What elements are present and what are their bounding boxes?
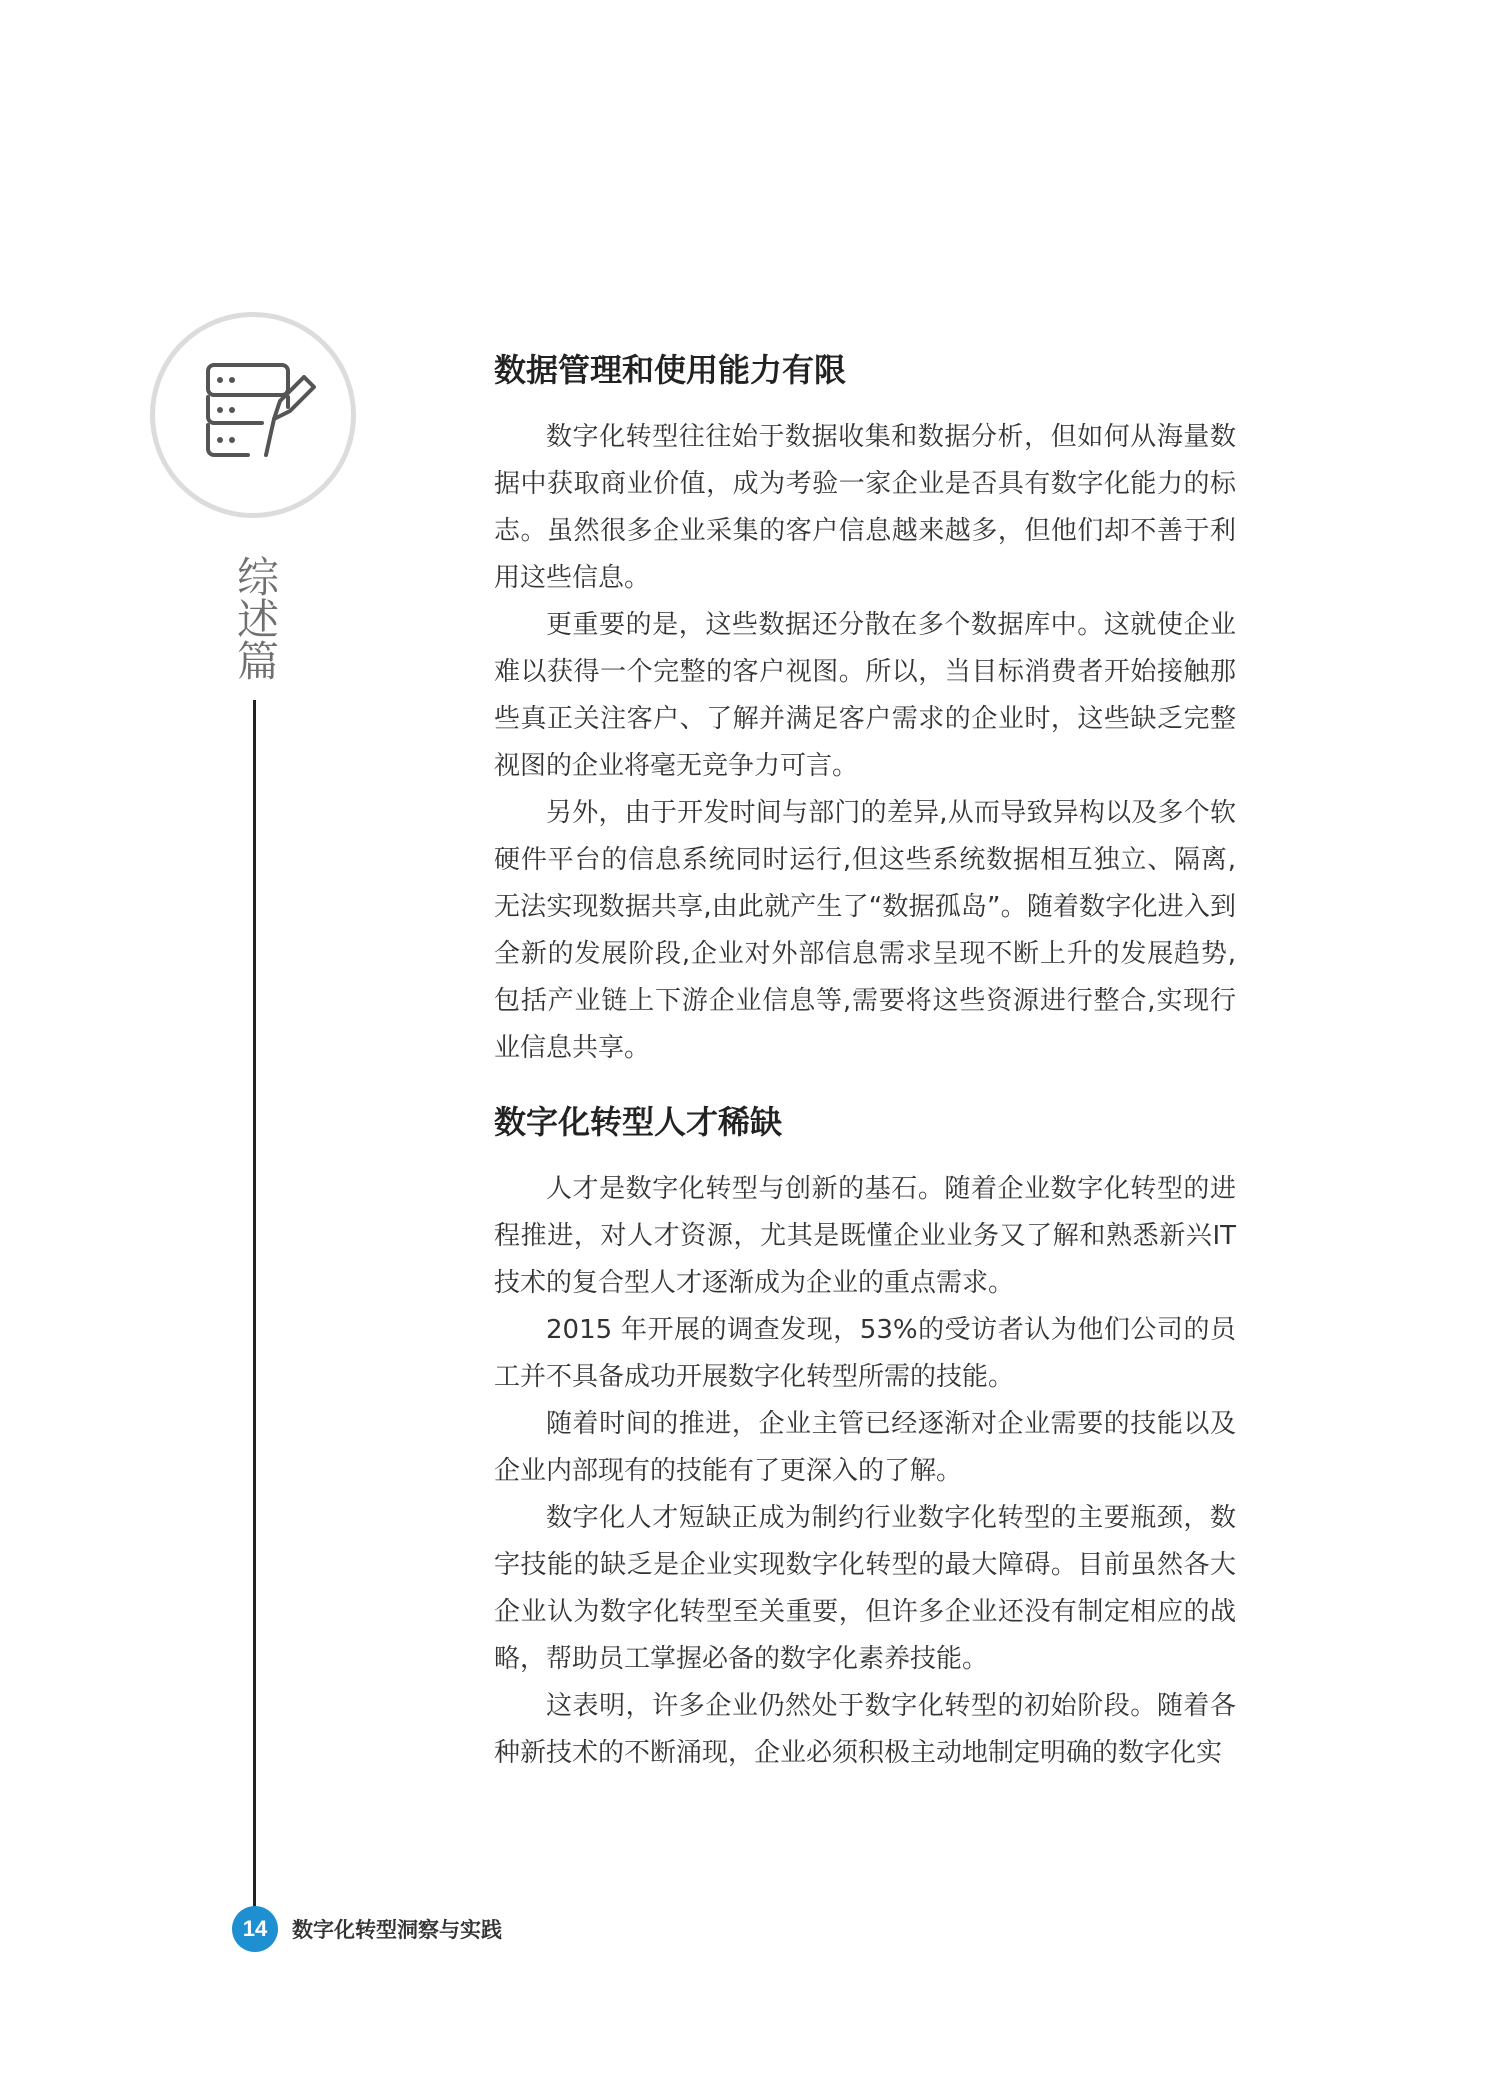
database-edit-icon	[200, 357, 320, 477]
paragraph: 这表明，许多企业仍然处于数字化转型的初始阶段。随着各种新技术的不断涌现，企业必须积极主动地制定明确的数字化实	[494, 1691, 1236, 1768]
section-heading: 数据管理和使用能力有限	[494, 351, 847, 389]
paragraph: 数字化转型往往始于数据收集和数据分析，但如何从海量数据中获取商业价值，成为考验一家企业是否具有数字化能力的标志。虽然很多企业采集的客户信息越来越多，但他们却不善于利用这些信息。	[494, 422, 1236, 593]
page-number: 14	[232, 1906, 278, 1952]
section-icon-circle	[150, 312, 356, 518]
paragraph: 另外，由于开发时间与部门的差异,从而导致异构以及多个软硬件平台的信息系统同时运行,但这些系统数据相互独立、隔离,无法实现数据共享,由此就产生了“数据孤岛”。随着数字化进入到全新的发展阶段,企业对外部信息需求呈现不断上升的发展趋势,包括产业链上下游企业信息等,需要将这些资源进行整合,实现行业信息共享。	[494, 798, 1236, 1063]
paragraph: 更重要的是，这些数据还分散在多个数据库中。这就使企业难以获得一个完整的客户视图。所以，当目标消费者开始接触那些真正关注客户、了解并满足客户需求的企业时，这些缺乏完整视图的企业将毫无竞争力可言。	[494, 610, 1236, 781]
paragraph: 随着时间的推进，企业主管已经逐渐对企业需要的技能以及企业内部现有的技能有了更深入的了解。	[494, 1409, 1236, 1486]
paragraph: 2015 年开展的调查发现，53%的受访者认为他们公司的员工并不具备成功开展数字化转型所需的技能。	[494, 1315, 1236, 1392]
section-label: 综述篇	[231, 555, 280, 681]
paragraph: 人才是数字化转型与创新的基石。随着企业数字化转型的进程推进，对人才资源，尤其是既懂企业业务又了解和熟悉新兴IT 技术的复合型人才逐渐成为企业的重点需求。	[494, 1174, 1236, 1298]
section-heading: 数字化转型人才稀缺	[494, 1103, 783, 1141]
book-title: 数字化转型洞察与实践	[292, 1918, 502, 1942]
vertical-rule	[253, 700, 256, 1920]
main-content	[494, 346, 1236, 1777]
page-footer	[232, 1904, 502, 1954]
paragraph: 数字化人才短缺正成为制约行业数字化转型的主要瓶颈，数字技能的缺乏是企业实现数字化转型的最大障碍。目前虽然各大企业认为数字化转型至关重要，但许多企业还没有制定相应的战略，帮助员工掌握必备的数字化素养技能。	[494, 1503, 1236, 1674]
